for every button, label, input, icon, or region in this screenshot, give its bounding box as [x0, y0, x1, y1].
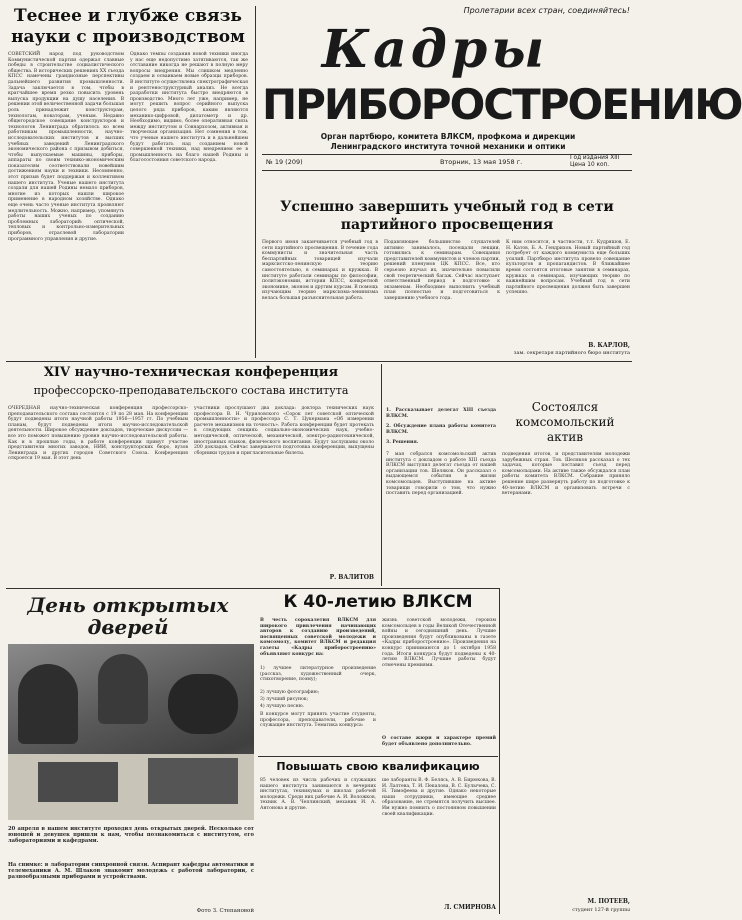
issue-year: Год издания XIII — [570, 155, 620, 161]
slogan: Пролетарии всех стран, соединяйтесь! — [463, 6, 630, 15]
issue-number: № 19 (209) — [266, 158, 303, 166]
masthead-title-main: ПРИБОРОСТРОЕНИЮ — [262, 80, 742, 129]
komsomol-agenda-2: 2. Обсуждение плана работы комитета ВЛКСМ. — [386, 424, 496, 435]
vlksm-col-1-end: В конкурсе могут принять участие студенты, профессора, преподаватели, рабочие и служащие института. Тематика конкурса: — [260, 712, 376, 729]
vlksm-item-3: 3) лучший рисунок; — [260, 697, 309, 702]
komsomol-author-role: студент 127-й группы — [572, 907, 630, 913]
conference-author: Р. ВАЛИТОВ — [329, 574, 374, 581]
masthead-subtitle-1: Орган партбюро, комитета ВЛКСМ, профкома и дирекции — [320, 132, 576, 141]
open-doors-caption-2: На снимке: в лаборатории синхронной связи. Аспирант кафедры автоматики и телемеханики А. М. Шлаков знакомит молодежь с работой лаборатории, с разнообразными приборами и устройствами. — [8, 862, 254, 881]
conference-headline-2: профессорско-преподавательского состава института — [33, 384, 349, 397]
qualification-col-2: ше лаборанты В. Ф. Белясь, А. В. Бирюкова, В. И. Лалтева, Т. И. Пекалова, В. С. Булычева, С. Н. Тимофеева и другие. Однако некоторые наши сотрудники, имеющие среднее образование, не стремятся получить высшее. Им нужно помнить о постоянном повышении своей квалификации. — [382, 778, 496, 817]
party-col-1: Первого июня заканчивается учебный год в сети партийного просвещения. В течение года коммунисты и значительная часть беспартийных товарищей изучали марксистско-ленинскую теорию самостоятельно, в семинарах и кружках. В институте работали семинары по философии, политэкономии, истории КПСС, конкретной экономике, эконом и другим курсам. В помощь изучающим теорию марксизма-ленинизма велась большая разъяснительная работа. — [262, 240, 378, 301]
issue-price: Цена 10 коп. — [570, 162, 610, 168]
vlksm-item-4: 4) лучшую песню. — [260, 704, 305, 709]
qualification-col-1: 85 человек из числа рабочих и служащих нашего института занимаются в вечерних институтах, техникумах и школах рабочей молодежи. Среди них рабочие А. И. Воложков, техник А. В. Чеплинский, механик И. А. Антонова и другие. — [260, 778, 376, 811]
lab-photo — [8, 644, 254, 820]
qualification-headline: Повышать свою квалификацию — [276, 760, 480, 773]
komsomol-agenda-3: 3. Решения. — [386, 440, 419, 445]
party-col-3: К ним относятся, в частности, т.т. Кудряшов, Е. Н. Катов, Б. А. Гендрихов. Новый партийный год потребует от каждого коммуниста еще больших усилий. Партбюро института провело совещание культоргов и пропагандистов. В ближайшее время состоятся итоговые занятия в семинарах, кружках и семинарах, изучающих теорию по важнейшим вопросам. Учебный год в сети партийного просвещения должен быть завершен успешно. — [506, 240, 630, 296]
qualification-author: Л. СМИРНОВА — [444, 904, 496, 911]
conference-headline-1: XIV научно-техническая конференция — [43, 365, 339, 380]
komsomol-col-2: подведения итогов, и представителям молодежи зарубежных стран. Тов. Шеляков рассказал о тех задачах, которые поставил съезд перед комсомольцами. На активе также обсуждался план работы комитета ВЛКСМ. Собрание приняло решение шире развернуть работу по подготовке к 40-летию ВЛКСМ и организовать встречи с ветеранами. — [502, 452, 630, 497]
party-headline: Успешно завершить учебный год в сети партийного просвещения — [280, 199, 614, 233]
photo-credit: Фото З. Степановой — [196, 908, 254, 914]
party-author-role: зам. секретаря партийного бюро института — [513, 350, 630, 356]
open-doors-caption-1: 20 апреля в нашем институте проходил день открытых дверей. Несколько сот юношей и девушек пришли к нам, чтобы познакомиться с институтом, его лабораториями и кафедрами. — [8, 826, 254, 845]
science-col-2: Однако темпы создания новой техники иногда у нас еще недопустимо затягиваются, так же отставание никогда не решают в полную меру вопросы внедрения. Мы слишком медленно создаем и осваиваем новые образцы приборов. В институте осуществлена спектрографическая и рентгеноструктурный анализ. Не всегда разработки института быстро внедряются в производство. Много лет уже, например, не могут решить вопрос серийного выпуска целого ряда приборов, каким являются механико-цифровой, дилатометр и др. Необходимо, видимо, более оперативная связь между институтом и Совнархозом, активная и творческая организация. Нет сомнения в том, что ученые нашего института и в дальнейшем будут работать над созданием новой совершенной техники, над внедрением ее в промышленность на благо нашей Родины и благосостояния советского народа. — [130, 52, 248, 164]
vlksm-col-2: жизнь советской молодежи, героизм комсомольцев в годы Великой Отечественной войны и сегодняшний день. Лучшие произведения будут опубликованы в газете «Кадры приборостроению». Произведения на конкурс принимаются до 1 октября 1958 года. Итоги конкурса будут подведены к 40-летию ВЛКСМ. Лучшие работы будут отмечены премиями. — [382, 618, 496, 668]
vlksm-headline: К 40-летию ВЛКСМ — [283, 592, 473, 612]
vlksm-item-1: 1) лучшее литературное произведение (рассказ, художественный очерк, стихотворение, поэму); — [260, 666, 376, 683]
party-col-2: Подавляющее большинство слушателей активно занималось, посещали лекции, готовились к семинарам. Совещания представителей коммунистов и членов партии, решений пленумов ЦК КПСС. Все, кто серьезно изучал их, значительно повысили свой теоретический багаж. Сейчас наступает ответственный период в подготовке к экзаменам. Необходимо выполнить учебный план полностью и подготовиться к завершению учебного года. — [384, 240, 500, 301]
open-doors-headline-2: дверей — [87, 615, 169, 639]
masthead-subtitle-2: Ленинградского института точной механики и оптики — [330, 142, 566, 151]
open-doors-headline-1: День открытых — [27, 593, 229, 617]
science-headline: Теснее и глубже связь науки с производством — [11, 6, 245, 47]
komsomol-col-1: 7 мая собрался комсомольский актив института с докладом о работе XIII съезда ВЛКСМ выступил делегат съезда от нашей организации тов. Шеляков. Он рассказал о выдающемся событии в жизни комсомольцев. Выступившие на активе товарищи говорили о том, что нужно поставить перед организацией. — [386, 452, 496, 497]
vlksm-col-2-end: О составе жюри и характере премий будет объявлено дополнительно. — [382, 736, 496, 747]
conference-col-1: ОЧЕРЕДНАЯ научно-техническая конференция профессорско-преподавательского состава состоится с 19 по 28 мая. На конференции будут подведены итоги научной работы 1956—1957 гг. По учебным планам, будут подведены итоги научно-исследовательской деятельности. Широкое обсуждение докладов, творческие дискуссии — все это поможет повышению уровня научно-исследовательской работы. Как и в прошлые годы, в работе конференции примут участие представители многих заводов, НИИ, конструкторских бюро, вузов Ленинграда и других городов Советского Союза. Конференция откроется 19 мая. В этот день — [8, 406, 188, 462]
science-col-1: СОВЕТСКИЙ народ под руководством Коммунистической партии одержал славные победы в строительстве социалистического общества. В исторических решениях XX съезда КПСС намечены грандиозные перспективы дальнейшего развития промышленности. Задача заключается в том, чтобы в кратчайшее время резко повысить уровень выпуска продукции на душу населения. В решении этой величественной задачи большая роль принадлежит конструкторам, технологам, новаторам, ученым. Недавно общегородское совещание конструкторов и технологов Ленинграда обратилось ко всем работникам промышленности, научно-исследовательских институтов и высших учебных заведений Ленинградского экономического района с призывом добиться, чтобы выпускаемые машины, приборы, аппараты по своим технико-экономическим показателям соответствовали новейшим достижениям науки и техники. Несомненно, этот призыв будет поддержан и коллективом нашего института. Ученые нашего института создали для нашей Родины немало приборов, многие из которых нашли широкое применение в народном хозяйстве. Однако еще очень часто ученые института проявляют медлительность. Можно, например, упомянуть работы наших ученых по созданию проблемных лабораторий: оптической, тепловых и контрольно-измерительных приборов, отраслевой лаборатории программного управления и другие. — [8, 52, 124, 242]
party-author: В. КАРЛОВ, — [588, 342, 630, 349]
komsomol-agenda-1: 1. Рассказывает делегат XIII съезда ВЛКСМ. — [386, 408, 496, 419]
vlksm-col-1: В честь сорокалетия ВЛКСМ для широкого привлечения начинающих авторов к созданию произведений, посвященных советской молодежи и комсомолу, комитет ВЛКСМ и редакция газеты «Кадры приборостроению» объявляют конкурс на: — [260, 618, 376, 657]
komsomol-author: М. ПОТЕЕВ, — [587, 898, 630, 905]
masthead-title-top: Кадры — [321, 19, 549, 80]
issue-date: Вторник, 13 мая 1958 г. — [440, 158, 523, 166]
komsomol-headline: Состоялся комсомольский актив — [515, 400, 615, 444]
vlksm-item-2: 2) лучшую фотографию; — [260, 690, 320, 695]
conference-col-2: участники прослушают два доклада: доктора технических наук профессора В. Н. Чуриловского «Сорок лет советской оптической промышленности» и профессора С. Т. Цукермана «Об измерении расчете механизмов на точность». Работа конференции будет протекать в следующих секциях: социально-экономических наук, учебно-методической, оптической, механической, электро-радиотехнической, иностранных языков, физического воспитания. Будут заслушаны около 200 докладов. Сейчас завершается подготовка конференции, выпущены сборники трудов и пригласительные билеты. — [194, 406, 374, 456]
